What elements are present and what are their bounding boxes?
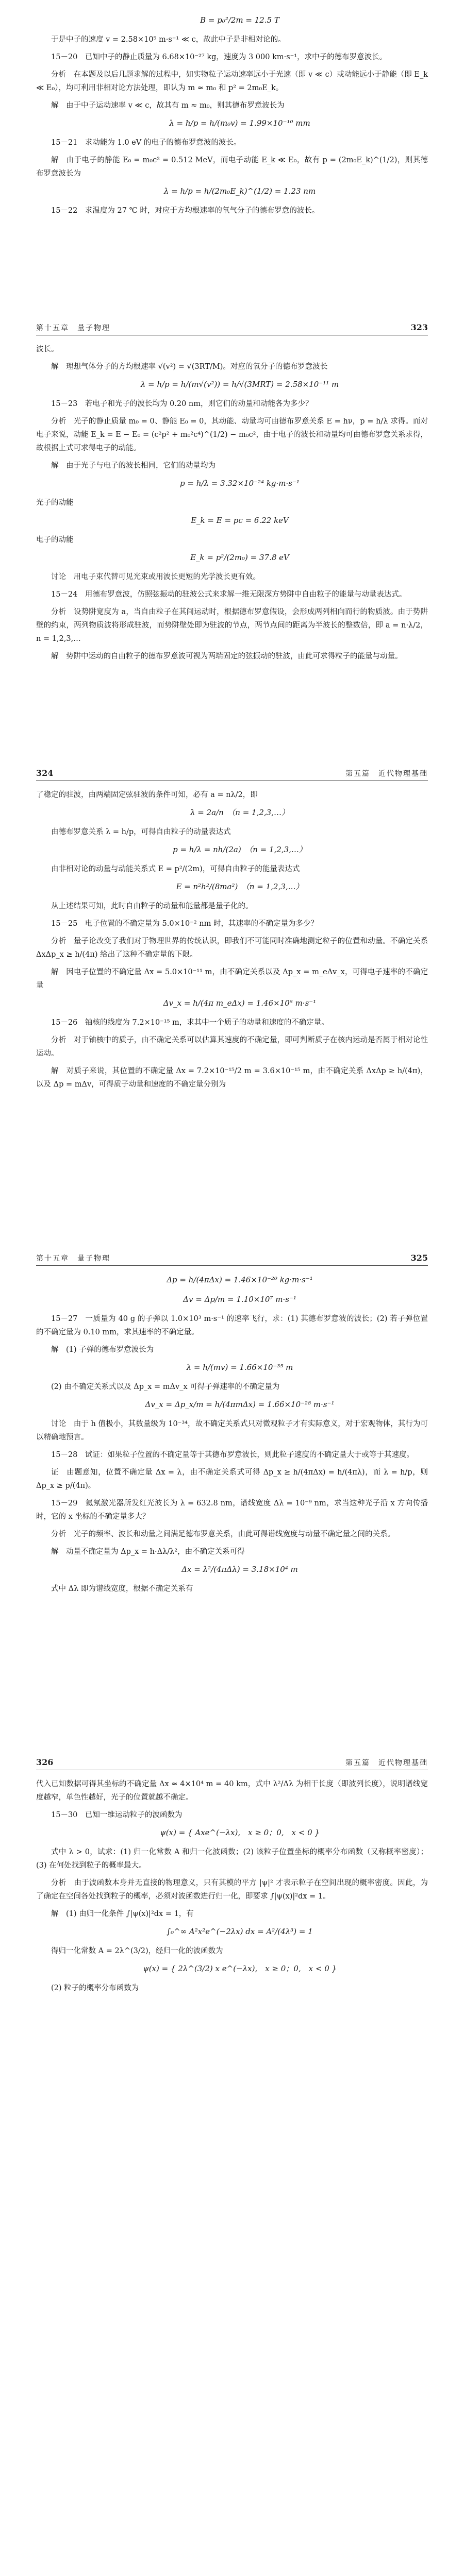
analysis-paragraph: 分析 对于铀核中的质子，由不确定关系可以估算其速度的不确定量，即可判断质子在核内运动是否属于相对论性运动。 xyxy=(36,1036,428,1058)
equation: B = p₀²/2m = 12.5 T xyxy=(200,15,279,25)
analysis-paragraph: 分析 设势阱宽度为 a，当自由粒子在其间运动时，根据德布罗意假设，会形成两列相向而行的物质波。由于势阱壁的约束，两列物质波将形成驻波，而势阱壁处即为驻波的节点，两节点间的距离为半波长的整数倍，即 a = n·λ/2，n = 1,2,3,… xyxy=(36,608,428,643)
solution-paragraph: 解 因电子位置的不确定量 Δx = 5.0×10⁻¹¹ m，由不确定关系以及 Δp_x = m_eΔv_x，可得电子速率的不确定量 xyxy=(36,968,428,990)
equation: Δp = h/(4πΔx) = 1.46×10⁻²⁰ kg·m·s⁻¹ xyxy=(167,1275,313,1284)
solution-paragraph: 解 势阱中运动的自由粒子的德布罗意波可视为两端固定的弦振动的驻波，由此可求得粒子的能量与动量。 xyxy=(51,652,403,660)
equation: E_k = p²/(2m₀) = 37.8 eV xyxy=(190,553,289,562)
equation: ∫₀^∞ A²x²e^(−2λx) dx = A²/(4λ³) = 1 xyxy=(167,1927,313,1936)
analysis-paragraph: 分析 由于波函数本身并无直接的物理意义，只有其模的平方 |ψ|² 才表示粒子在空间出现的概率密度。因此，为了确定在空间各处找到粒子的概率，必须对波函数进行归一化，即要求 ∫|ψ(x)|²dx = 1。 xyxy=(36,1879,428,1901)
analysis-paragraph: 分析 光子的静止质量 m₀ = 0、静能 E₀ = 0，其动能、动量均可由德布罗意关系 E = hν，p = h/λ 求得。而对电子来说，动能 E_k = E − E₀ = (c²p² + m₀²c⁴)^(1/2) − m₀c²，由于电子的波长和动量均可由德布罗意关系求得，故根据上式可求得电子的动能。 xyxy=(36,417,428,452)
chapter-title: 第十五章 量子物理 xyxy=(36,1255,110,1263)
page-header xyxy=(36,1250,428,1266)
equation: E = n²h²/(8ma²) （n = 1,2,3,…） xyxy=(176,882,304,891)
page-2 xyxy=(36,309,428,677)
problem-statement: 15－20 已知中子的静止质量为 6.68×10⁻²⁷ kg，速度为 3 000 km·s⁻¹，求中子的德布罗意波长。 xyxy=(51,53,387,61)
analysis-paragraph: 分析 量子论改变了我们对于物理世界的传统认识，即我们不可能同时准确地测定粒子的位置和动量。不确定关系 ΔxΔp_x ≥ h/(4π) 给出了这种不确定量的下限。 xyxy=(36,937,428,959)
equation: E_k = E = pc = 6.22 keV xyxy=(191,516,289,525)
page-header xyxy=(36,319,428,335)
page-gap xyxy=(0,1106,464,1240)
solution-paragraph: 解 由于电子的静能 E₀ = m₀c² = 0.512 MeV，而电子动能 E_k ≪ E₀，故有 p = (2m₀E_k)^(1/2)，则其德布罗意波长为 xyxy=(36,156,428,178)
paragraph: 由非相对论的动量与动能关系式 E = p²/(2m)，可得自由粒子的能量表达式 xyxy=(51,865,300,873)
analysis-paragraph: 分析 光子的频率、波长和动量之间满足德布罗意关系，由此可得谱线宽度与动量不确定量之间的关系。 xyxy=(51,1530,395,1538)
solution-paragraph: 解 对质子来说，其位置的不确定量 Δx = 7.2×10⁻¹⁵/2 m = 3.6×10⁻¹⁵ m，由不确定关系 ΔxΔp ≥ h/(4π)，以及 Δp = mΔv，可得质子动量和速度的不确定量分别为 xyxy=(36,1067,428,1089)
paragraph: 于是中子的速度 v = 2.58×10⁵ m·s⁻¹ ≪ c，故此中子是非相对论的。 xyxy=(51,36,286,44)
page-5 xyxy=(36,1744,428,2009)
problem-statement: 15－22 求温度为 27 ℃ 时，对应于方均根速率的氧气分子的德布罗意的波长。 xyxy=(51,207,320,215)
part-title: 第五篇 近代物理基础 xyxy=(345,1759,428,1767)
solution-paragraph: 解 由于光子与电子的波长相同，它们的动量均为 xyxy=(51,462,216,470)
chapter-title: 第十五章 量子物理 xyxy=(36,324,110,332)
problem-statement: 15－28 试证：如果粒子位置的不确定量等于其德布罗意波长，则此粒子速度的不确定量大于或等于其速度。 xyxy=(51,1451,414,1459)
solution-paragraph: 解 理想气体分子的方均根速率 √(v²) = √(3RT/M)。对应的氧分子的德布罗意波长 xyxy=(51,363,328,371)
page-1 xyxy=(36,0,428,232)
paragraph: (2) 由不确定关系式以及 Δp_x = mΔv_x 可得子弹速率的不确定量为 xyxy=(51,1383,280,1391)
page-gap xyxy=(0,1610,464,1744)
page-4 xyxy=(36,1240,428,1610)
problem-statement: 15－24 用德布罗意波，仿照弦振动的驻波公式来求解一维无限深方势阱中自由粒子的能量与动量表达式。 xyxy=(51,590,407,599)
page-header xyxy=(36,765,428,781)
equation: Δv_x = h/(4π m_eΔx) = 1.46×10⁶ m·s⁻¹ xyxy=(163,998,317,1008)
problem-statement: 15－30 已知一维运动粒子的波函数为 xyxy=(51,1811,183,1819)
paragraph: 了稳定的驻波，由两端固定弦驻波的条件可知，必有 a = nλ/2，即 xyxy=(36,791,258,799)
page-3 xyxy=(36,755,428,1106)
label: 电子的动能 xyxy=(36,536,74,544)
page-number: 324 xyxy=(36,768,54,778)
paragraph: (2) 粒子的概率分布函数为 xyxy=(51,1984,139,1992)
equation: λ = h/p = h/(2m₀E_k)^(1/2) = 1.23 nm xyxy=(163,187,316,196)
discussion-paragraph: 讨论 用电子束代替可见光束或用波长更短的光学波长更有效。 xyxy=(51,573,260,581)
analysis-paragraph: 分析 在本题及以后几题求解的过程中，如实物粒子运动速率远小于光速（即 v ≪ c）或动能远小于静能（即 E_k ≪ E₀），均可利用非相对论方法处理，即认为 m ≈ m₀ 和 p² = 2m₀E_k。 xyxy=(36,71,428,92)
equation: ψ(x) = { 2λ^(3/2) x e^(−λx), x ≥ 0；0, x < 0 } xyxy=(142,1964,337,1973)
equation: Δv_x = Δp_x/m = h/(4πmΔx) = 1.66×10⁻²⁸ m·s⁻¹ xyxy=(145,1400,335,1409)
problem-statement: 15－21 求动能为 1.0 eV 的电子的德布罗意波的波长。 xyxy=(51,139,241,147)
paragraph: 波长。 xyxy=(36,345,59,353)
paragraph: 代入已知数据可得其坐标的不确定量 Δx ≈ 4×10⁴ m = 40 km，式中 λ²/Δλ 为相干长度（即波列长度），说明谱线宽度越窄，单色性越好，光子的位置就越不确定。 xyxy=(36,1780,428,1802)
label: 光子的动能 xyxy=(36,499,74,507)
equation: p = h/λ = 3.32×10⁻²⁴ kg·m·s⁻¹ xyxy=(180,479,300,488)
page-number: 326 xyxy=(36,1757,54,1767)
proof-paragraph: 证 由题意知，位置不确定量 Δx = λ，由不确定关系式可得 Δp_x ≥ h/(4πΔx) = h/(4πλ)，而 λ = h/p，则 Δp_x ≥ p/(4π)。 xyxy=(36,1468,428,1490)
problem-statement: 15－29 氦氖激光器所发红光波长为 λ = 632.8 nm，谱线宽度 Δλ = 10⁻⁹ nm，求当这种光子沿 x 方向传播时，它的 x 坐标的不确定量多大？ xyxy=(36,1499,428,1521)
paragraph: 从上述结果可知，此时自由粒子的动量和能量都是量子化的。 xyxy=(51,902,253,910)
equation: Δv = Δp/m = 1.10×10⁷ m·s⁻¹ xyxy=(183,1295,296,1304)
problem-statement: 15－25 电子位置的不确定量为 5.0×10⁻² nm 时，其速率的不确定量为多少？ xyxy=(51,920,318,928)
page-header xyxy=(36,1754,428,1770)
paragraph: 式中 Δλ 即为谱线宽度，根据不确定关系有 xyxy=(51,1585,193,1593)
page-number: 323 xyxy=(410,323,428,332)
paragraph: 得归一化常数 A = 2λ^(3/2)，经归一化的波函数为 xyxy=(51,1947,223,1955)
solution-paragraph: 解 (1) 子弹的德布罗意波长为 xyxy=(51,1346,154,1354)
equation: λ = 2a/n （n = 1,2,3,…） xyxy=(190,808,289,817)
page-number: 325 xyxy=(410,1253,428,1263)
equation: Δx = λ²/(4πΔλ) = 3.18×10⁴ m xyxy=(181,1565,298,1574)
equation: λ = h/p = h/(m₀v) = 1.99×10⁻¹⁰ mm xyxy=(169,118,310,128)
page-gap xyxy=(0,677,464,755)
problem-statement: 15－26 铀核的线度为 7.2×10⁻¹⁵ m，求其中一个质子的动量和速度的不确定量。 xyxy=(51,1019,329,1027)
paragraph: 式中 λ > 0，试求：(1) 归一化常数 A 和归一化波函数；(2) 该粒子位置坐标的概率分布函数（又称概率密度）；(3) 在何处找到粒子的概率最大。 xyxy=(36,1848,428,1870)
solution-paragraph: 解 由于中子运动速率 v ≪ c，故其有 m ≈ m₀，则其德布罗意波长为 xyxy=(51,101,285,110)
page-gap xyxy=(0,232,464,309)
equation: λ = h/(mv) = 1.66×10⁻³⁵ m xyxy=(186,1363,293,1372)
solution-paragraph: 解 动量不确定量为 Δp_x = h·Δλ/λ²，由不确定关系可得 xyxy=(51,1548,245,1556)
equation: ψ(x) = { Axe^(−λx), x ≥ 0；0, x < 0 } xyxy=(160,1828,320,1837)
problem-statement: 15－23 若电子和光子的波长均为 0.20 nm，则它们的动量和动能各为多少？ xyxy=(51,400,313,408)
equation: λ = h/p = h/(m√(v²)) = h/√(3MRT) = 2.58×10⁻¹¹ m xyxy=(140,380,339,389)
paragraph: 由德布罗意关系 λ = h/p，可得自由粒子的动量表达式 xyxy=(51,828,231,836)
equation: p = h/λ = nh/(2a) （n = 1,2,3,…） xyxy=(173,845,307,854)
part-title: 第五篇 近代物理基础 xyxy=(345,770,428,778)
problem-statement: 15－27 一质量为 40 g 的子弹以 1.0×10³ m·s⁻¹ 的速率飞行，求：(1) 其德布罗意波的波长；(2) 若子弹位置的不确定量为 0.10 mm，求其速率的不确定量。 xyxy=(36,1315,428,1336)
discussion-paragraph: 讨论 由于 h 值极小，其数量级为 10⁻³⁴，故不确定关系式只对微观粒子才有实际意义，对于宏观物体，其行为可以精确地预言。 xyxy=(36,1420,428,1442)
solution-paragraph: 解 (1) 由归一化条件 ∫|ψ(x)|²dx = 1，有 xyxy=(51,1910,194,1918)
